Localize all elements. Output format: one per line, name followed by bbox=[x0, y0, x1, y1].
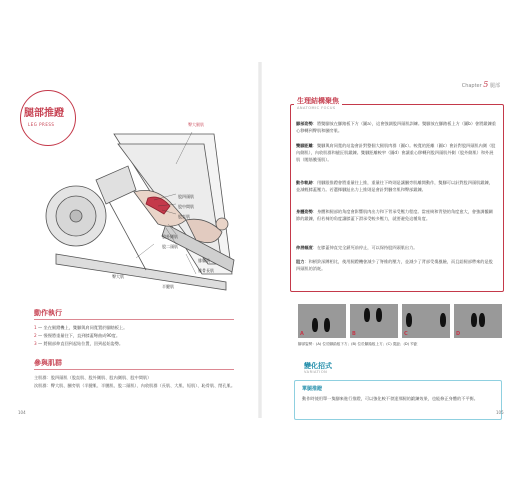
focus-paragraph: 伸展幅度：在膝蓋伸直完全鎖死前停止，可以保持股四頭肌出力。 bbox=[296, 245, 418, 250]
focus-paragraph: 動作軌跡：用腳跟推蹬會將重量往上推，重量往下時則是讓膕旁肌離開動作，雙腳可以針對股四頭肌鍛鍊，並減輕膝蓋壓力。若選擇腳趾出力上推則是會針對膕旁肌和臀部鍛鍊。 bbox=[296, 180, 493, 193]
book-spread bbox=[12, 62, 508, 418]
label-muscle-9: 腓骨長肌 bbox=[198, 268, 214, 273]
foot-position-caption: 腳部姿勢：(A) 位於腳踏板下方；(B) 位於腳踏板上方；(C) 寬距；(D) 窄距 bbox=[298, 342, 418, 346]
label-muscle-3: 股直肌 bbox=[178, 214, 190, 219]
label-muscle-8: 半腱肌 bbox=[162, 284, 174, 289]
variation-title: 單腿推蹬 bbox=[302, 386, 323, 392]
muscles-heading: 參與肌群 bbox=[34, 359, 62, 367]
left-page bbox=[12, 62, 256, 418]
step-3: 3 — 將腿部伸直回到起始位置，回到起始姿勢。 bbox=[34, 341, 124, 346]
focus-paragraph: 雙腳距離：雙腳與肩同寬的站姿會針對整個大腿肌肉群（圖c）。較寬的距離（圖c）會針對股四頭肌內側（股內側肌），內收肌群和縫匠肌鍛鍊。雙腳距離較窄（圖d）會讓重心移轉到股四頭肌外側（股外側肌）和外展肌（闊筋膜張肌）。 bbox=[296, 143, 496, 163]
muscles-rule bbox=[34, 369, 234, 370]
label-muscle-1: 股四頭肌 bbox=[178, 194, 194, 199]
page-number-left: 104 bbox=[18, 410, 26, 415]
execution-heading: 動作執行 bbox=[34, 309, 62, 317]
right-page bbox=[264, 62, 508, 418]
chapter-header: Chapter 5 腿部 bbox=[461, 80, 500, 89]
foot-position-a: A bbox=[298, 304, 346, 338]
label-top-muscle: 臀大腿肌 bbox=[188, 122, 204, 127]
book-gutter bbox=[258, 62, 262, 418]
execution-steps bbox=[34, 324, 127, 348]
label-muscle-4: 股外側肌 bbox=[162, 234, 178, 239]
step-1: 1 — 坐在腿蹬機上，雙腳與肩同寬置於腳踏板上。 bbox=[34, 325, 128, 330]
page-number-right: 105 bbox=[496, 410, 504, 415]
anatomic-focus-heading: 生理結構聚焦 ANATOMIC FOCUS bbox=[294, 96, 342, 110]
label-muscle-6: 腓腸肌 bbox=[198, 258, 210, 263]
step-2: 2 — 慢慢將重量往下，直到膝蓋彎曲成90度。 bbox=[34, 333, 121, 338]
focus-paragraph: 身體姿勢：身體和腿部的角度會影響肌肉出力和下背承受壓力程度。當座椅和背墊的角度愈大，會強調髖關節的鍛鍊，但若椅的角度讓膝蓋下滑承受較多壓力，就要避免這種角度。 bbox=[296, 209, 493, 222]
label-muscle-5: 股二頭肌 bbox=[162, 244, 178, 249]
chapter-title: 腿部 bbox=[489, 83, 500, 89]
chapter-number: 5 bbox=[483, 80, 489, 89]
variation-subheading: VARIATION bbox=[304, 370, 328, 374]
foot-position-c: C bbox=[402, 304, 450, 338]
foot-position-d: D bbox=[454, 304, 502, 338]
page-title-english: LEG PRESS bbox=[28, 122, 55, 127]
page-title: 腿部推蹬 bbox=[24, 108, 64, 119]
label-muscle-7: 臀大肌 bbox=[112, 274, 124, 279]
foot-position-b: B bbox=[350, 304, 398, 338]
focus-paragraph: 阻力：和槓鈴深蹲相比，使用腿蹬機會減少了脊椎的壓力，並減少了背部受傷風險，而且給腿部帶來的是股四頭肌的消耗。 bbox=[296, 259, 493, 272]
muscles-text: 主肌群：股四頭肌（股直肌、股外側肌、股內側肌、股中間肌） 次肌群：臀大肌、膕旁肌（半腱肌、半膜肌、股二頭肌）、內收肌群（長肌、大肌、短肌）、恥骨肌、閉孔肌。 bbox=[34, 375, 236, 388]
leg-press-illustration bbox=[36, 124, 246, 294]
variation-heading: 變化招式 bbox=[304, 362, 332, 370]
variation-text: 動作時使用單一隻腳來進行推蹬，可以強化較不發達那腿的鍛鍊效果，也能修正身體的不平衡。 bbox=[302, 396, 478, 401]
execution-rule bbox=[34, 319, 234, 320]
focus-paragraph: 腳部姿勢：將雙腳放在腳踏板下方（圖a），這會強調股四頭肌訓練。雙腳放在腳踏板上方（圖b）會將鍛鍊重心移轉到臀肌和膕旁肌。 bbox=[296, 121, 496, 134]
label-muscle-2: 股中間肌 bbox=[178, 204, 194, 209]
